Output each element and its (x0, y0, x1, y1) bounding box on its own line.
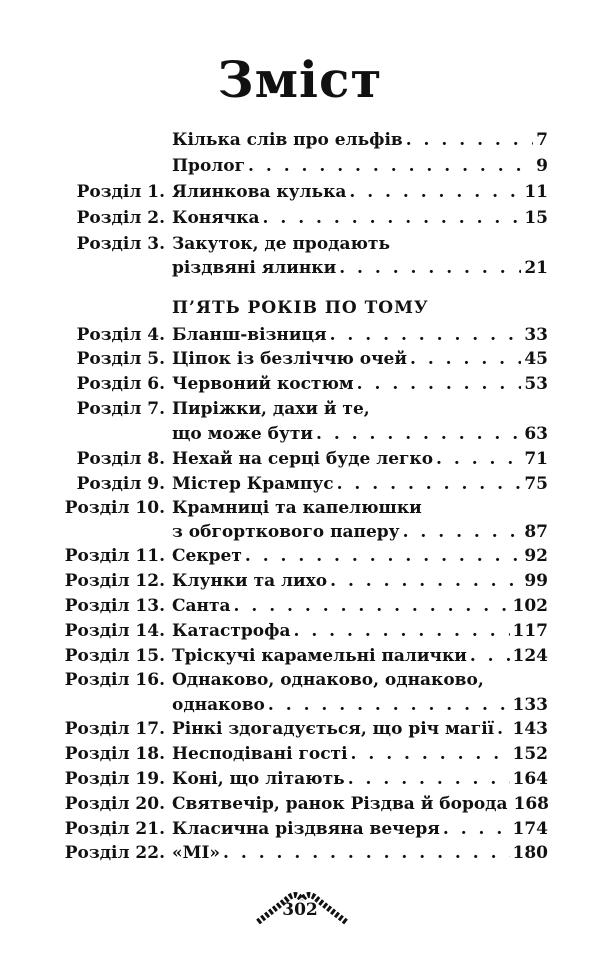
chapter-label: Розділ 11. (64, 546, 165, 566)
entry-title: Червоний костюм (172, 374, 354, 394)
entry-title: Конячка (172, 208, 260, 228)
toc-row (0, 179, 600, 205)
toc-row (0, 643, 600, 669)
entry-page: 53 (524, 374, 548, 394)
entry-title: «МІ» (172, 843, 221, 863)
toc-row (0, 396, 600, 422)
chapter-label: Розділ 20. (64, 794, 165, 814)
leader-dots (337, 471, 522, 497)
entry-page: 92 (524, 546, 548, 566)
entry-title: Крамниці та капелюшки (172, 498, 422, 518)
chapter-label: Розділ 2. (76, 208, 165, 228)
entry-title: Ялинкова кулька (172, 182, 347, 202)
leader-dots (268, 692, 510, 718)
leader-dots (436, 446, 521, 472)
leader-dots (316, 421, 521, 447)
leader-dots (410, 346, 521, 372)
entry-page: 133 (512, 695, 548, 715)
page-number: 302 (282, 900, 318, 920)
toc-row (0, 471, 600, 497)
toc-row (0, 618, 600, 644)
toc-row (0, 519, 600, 545)
entry-page: 11 (524, 182, 548, 202)
entry-title: Закуток, де продають (172, 234, 391, 254)
page-title: Зміст (217, 50, 383, 109)
chapter-label: Розділ 12. (64, 571, 165, 591)
leader-dots (349, 179, 521, 205)
toc-row (0, 495, 600, 521)
entry-title-cont: з обгорткового паперу (172, 522, 400, 542)
chapter-label: Розділ 7. (76, 399, 165, 419)
toc-row (0, 568, 600, 594)
toc-row (0, 255, 600, 281)
entry-title: Класична різдвяна вечеря (172, 819, 440, 839)
entry-page: 102 (512, 596, 548, 616)
toc-row (0, 716, 600, 742)
entry-page: 152 (512, 744, 548, 764)
chapter-label: Розділ 5. (76, 349, 165, 369)
entry-title: Коні, що літають (172, 769, 345, 789)
entry-title: Кілька слів про ельфів (172, 130, 403, 150)
toc-row (0, 667, 600, 693)
entry-title: Ціпок із безліччю очей (172, 349, 407, 369)
leader-dots (245, 543, 521, 569)
entry-page: 75 (524, 474, 548, 494)
toc-row (0, 371, 600, 397)
toc-row (0, 741, 600, 767)
entry-title: Пролог (172, 156, 246, 176)
chapter-label: Розділ 8. (76, 449, 165, 469)
entry-page: 180 (512, 843, 548, 863)
entry-title: Санта (172, 596, 231, 616)
entry-title: Катастрофа (172, 621, 291, 641)
leader-dots (294, 618, 510, 644)
entry-title: Пиріжки, дахи й те, (172, 399, 370, 419)
leader-dots (263, 205, 522, 231)
entry-page: 99 (524, 571, 548, 591)
leader-dots (223, 840, 509, 866)
entry-title: Клунки та лихо (172, 571, 328, 591)
entry-page: 143 (512, 719, 548, 739)
entry-page: 168 (513, 794, 550, 814)
leader-dots (234, 593, 510, 619)
chapter-label: Розділ 16. (64, 670, 165, 690)
chapter-label: Розділ 22. (64, 843, 165, 863)
leader-dots (330, 322, 522, 348)
leader-dots (330, 568, 521, 594)
chapter-label: Розділ 18. (64, 744, 165, 764)
toc-row (0, 543, 600, 569)
entry-title: Однаково, однаково, однаково, (172, 670, 484, 690)
chapter-label: Розділ 10. (64, 498, 165, 518)
entry-page: 117 (512, 621, 548, 641)
entry-page: 174 (512, 819, 548, 839)
leader-dots (443, 816, 510, 842)
leader-dots (348, 766, 510, 792)
chapter-label: Розділ 19. (64, 769, 165, 789)
toc-row (0, 766, 600, 792)
leader-dots (406, 127, 533, 153)
toc-row (0, 322, 600, 348)
toc-row (0, 153, 600, 179)
toc-row (0, 346, 600, 372)
toc-row (0, 593, 600, 619)
toc-row (0, 421, 600, 447)
chapter-label: Розділ 17. (64, 719, 165, 739)
chapter-label: Розділ 15. (64, 646, 165, 666)
toc-row (0, 840, 600, 866)
entry-page: 124 (512, 646, 548, 666)
entry-title: Секрет (172, 546, 242, 566)
leader-dots (357, 371, 522, 397)
chapter-label: Розділ 1. (76, 182, 165, 202)
entry-page: 33 (524, 325, 548, 345)
entry-title: Містер Крампус (172, 474, 334, 494)
entry-title: Несподівані гості (172, 744, 348, 764)
toc-row (0, 816, 600, 842)
entry-title-cont: однаково (172, 695, 265, 715)
entry-page: 7 (536, 130, 548, 150)
entry-title: Тріскучі карамельні палички (172, 646, 467, 666)
chapter-label: Розділ 6. (76, 374, 165, 394)
toc-row (0, 791, 600, 817)
entry-page: 63 (524, 424, 548, 444)
leader-dots (470, 643, 510, 669)
chapter-label: Розділ 3. (76, 234, 165, 254)
entry-page: 45 (524, 349, 548, 369)
chapter-label: Розділ 9. (76, 474, 165, 494)
chapter-label: Розділ 13. (64, 596, 165, 616)
chapter-label: Розділ 21. (64, 819, 165, 839)
entry-page: 87 (524, 522, 548, 542)
leader-dots (497, 716, 509, 742)
toc-row (0, 231, 600, 257)
leader-dots (351, 741, 510, 767)
entry-title: Нехай на серці буде легко (172, 449, 434, 469)
leader-dots (403, 519, 522, 545)
entry-title: Рінкі здогадується, що річ магії (172, 719, 495, 739)
toc-row (0, 692, 600, 718)
entry-title-cont: що може бути (172, 424, 314, 444)
entry-page: 21 (524, 258, 548, 278)
entry-page: 9 (536, 156, 548, 176)
toc-row (0, 446, 600, 472)
section-heading: П’ЯТЬ РОКІВ ПО ТОМУ (172, 298, 429, 318)
entry-title: Бланш-візниця (172, 325, 327, 345)
chapter-label: Розділ 4. (76, 325, 165, 345)
entry-page: 164 (512, 769, 548, 789)
chapter-label: Розділ 14. (64, 621, 165, 641)
entry-title-cont: різдвяні ялинки (172, 258, 337, 278)
leader-dots (339, 255, 521, 281)
toc-row (0, 127, 600, 153)
entry-title: Святвечір, ранок Різдва й борода (172, 794, 508, 814)
entry-page: 71 (524, 449, 548, 469)
leader-dots (248, 153, 533, 179)
toc-row (0, 205, 600, 231)
entry-page: 15 (524, 208, 548, 228)
